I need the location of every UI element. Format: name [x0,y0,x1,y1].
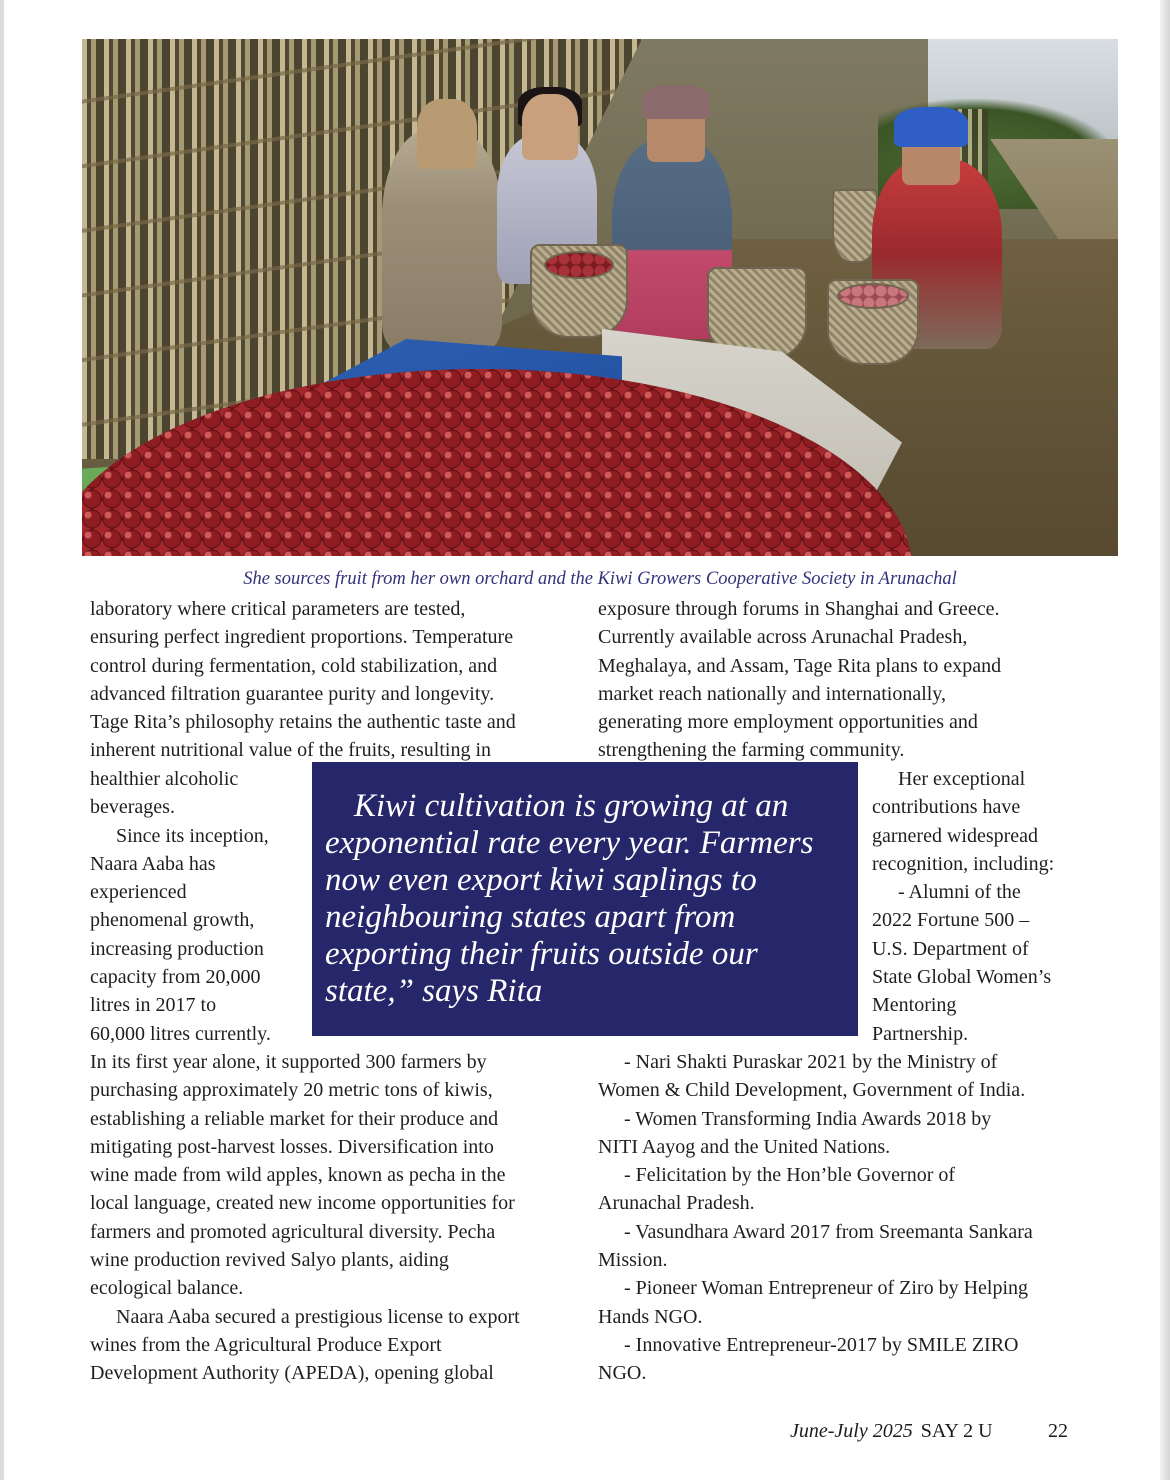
photo-person-2-head [522,94,578,160]
pull-quote-line: exporting their fruits outside our [325,936,758,972]
text-line: increasing production [90,937,264,960]
text-line: ensuring perfect ingredient proportions. Temperature [90,626,514,649]
text-line: establishing a reliable market for their produce and [90,1107,499,1130]
page-edge-right [1160,0,1170,1480]
pull-quote-line: now even export kiwi saplings to [325,862,757,898]
text-line: Mentoring [872,994,957,1017]
page-edge-left [0,0,4,1480]
text-line: control during fermentation, cold stabilization, and [90,654,498,677]
text-line: Since its inception, [116,824,269,847]
text-line: purchasing approximately 20 metric tons of kiwis, [90,1079,493,1102]
text-line: Women & Child Development, Government of India. [598,1079,1026,1102]
text-line: Meghalaya, and Assam, Tage Rita plans to expand [598,654,1002,677]
text-line: Development Authority (APEDA), opening global [90,1362,494,1385]
text-line: Mission. [598,1249,668,1272]
page-number: 22 [1048,1420,1068,1442]
magazine-name: SAY 2 U [920,1420,993,1442]
photo-person-4-scarf [894,107,968,147]
text-line: State Global Women’s [872,966,1052,989]
text-line: In its first year alone, it supported 300 farmers by [90,1051,487,1073]
text-line: ecological balance. [90,1277,244,1300]
award-item: - Vasundhara Award 2017 from Sreemanta Sankara [624,1220,1033,1243]
pull-quote-line: neighbouring states apart from [325,899,736,935]
text-line: wines from the Agricultural Produce Export [90,1333,442,1356]
text-line: - Alumni of the [898,881,1021,904]
pull-quote-line: state,” says Rita [325,973,543,1009]
award-item: - Pioneer Woman Entrepreneur of Ziro by Helping [624,1277,1029,1300]
text-line: beverages. [90,796,175,819]
text-line: contributions have [872,796,1021,819]
right-column-middle [872,765,1054,1048]
photo-person-3-scarf [642,85,710,119]
text-line: capacity from 20,000 [90,966,261,989]
text-line: Naara Aaba has [90,852,216,875]
article-photo [82,39,1118,556]
photo-person-1-head [417,99,477,169]
text-line: strengthening the farming community. [598,739,905,762]
text-line: farmers and promoted agricultural diversity. Pecha [90,1220,496,1243]
text-line: garnered widespread [872,824,1039,847]
text-line: recognition, including: [872,852,1055,875]
text-line: Currently available across Arunachal Pradesh, [598,626,968,649]
right-column-bottom [598,1048,1033,1388]
left-column-middle [90,765,271,1048]
left-column-top [90,595,516,765]
text-line: laboratory where critical parameters are tested, [90,598,466,620]
pull-quote-line: exponential rate every year. Farmers [325,825,814,861]
award-item: - Women Transforming India Awards 2018 by [624,1107,992,1130]
pull-quote-text [325,788,844,1010]
text-line: phenomenal growth, [90,909,255,932]
pull-quote-box [312,762,858,1036]
text-line: NITI Aayog and the United Nations. [598,1135,891,1158]
text-line: litres in 2017 to [90,994,217,1017]
photo-basket-fruit [544,251,614,279]
text-line: market reach nationally and internationally, [598,682,947,705]
text-line: Naara Aaba secured a prestigious license to export [116,1305,520,1328]
text-line: healthier alcoholic [90,768,239,790]
award-item: - Nari Shakti Puraskar 2021 by the Ministry of [624,1051,998,1073]
text-line: advanced filtration guarantee purity and longevity. [90,682,495,705]
photo-caption: She sources fruit from her own orchard and the Kiwi Growers Cooperative Society in Arunachal [243,569,957,589]
text-line: Her exceptional [898,768,1026,790]
left-column-bottom [90,1048,520,1388]
text-line: mitigating post-harvest losses. Diversification into [90,1135,494,1158]
text-line: generating more employment opportunities and [598,711,978,734]
text-line: wine production revived Salyo plants, aiding [90,1249,449,1272]
text-line: Hands NGO. [598,1305,703,1328]
text-line: U.S. Department of [872,937,1029,960]
text-line: Arunachal Pradesh. [598,1192,755,1215]
award-item: - Innovative Entrepreneur-2017 by SMILE ZIRO [624,1333,1019,1356]
award-item: - Felicitation by the Hon’ble Governor of [624,1164,956,1187]
pull-quote-line: Kiwi cultivation is growing at an [354,788,789,824]
issue-date: June-July 2025 [790,1420,913,1442]
text-line: wine made from wild apples, known as pecha in the [90,1164,506,1187]
text-line: 2022 Fortune 500 – [872,909,1030,932]
text-line: 60,000 litres currently. [90,1022,271,1045]
text-line: inherent nutritional value of the fruits, resulting in [90,739,492,762]
photo-basket-fruit [837,283,909,309]
page-footer [790,1420,1068,1443]
right-column-top [598,595,1001,765]
text-line: exposure through forums in Shanghai and Greece. [598,598,1000,620]
text-line: NGO. [598,1362,647,1385]
text-line: Tage Rita’s philosophy retains the authentic taste and [90,711,516,734]
text-line: local language, created new income opportunities for [90,1192,515,1215]
text-line: experienced [90,881,187,904]
text-line: Partnership. [872,1022,969,1045]
